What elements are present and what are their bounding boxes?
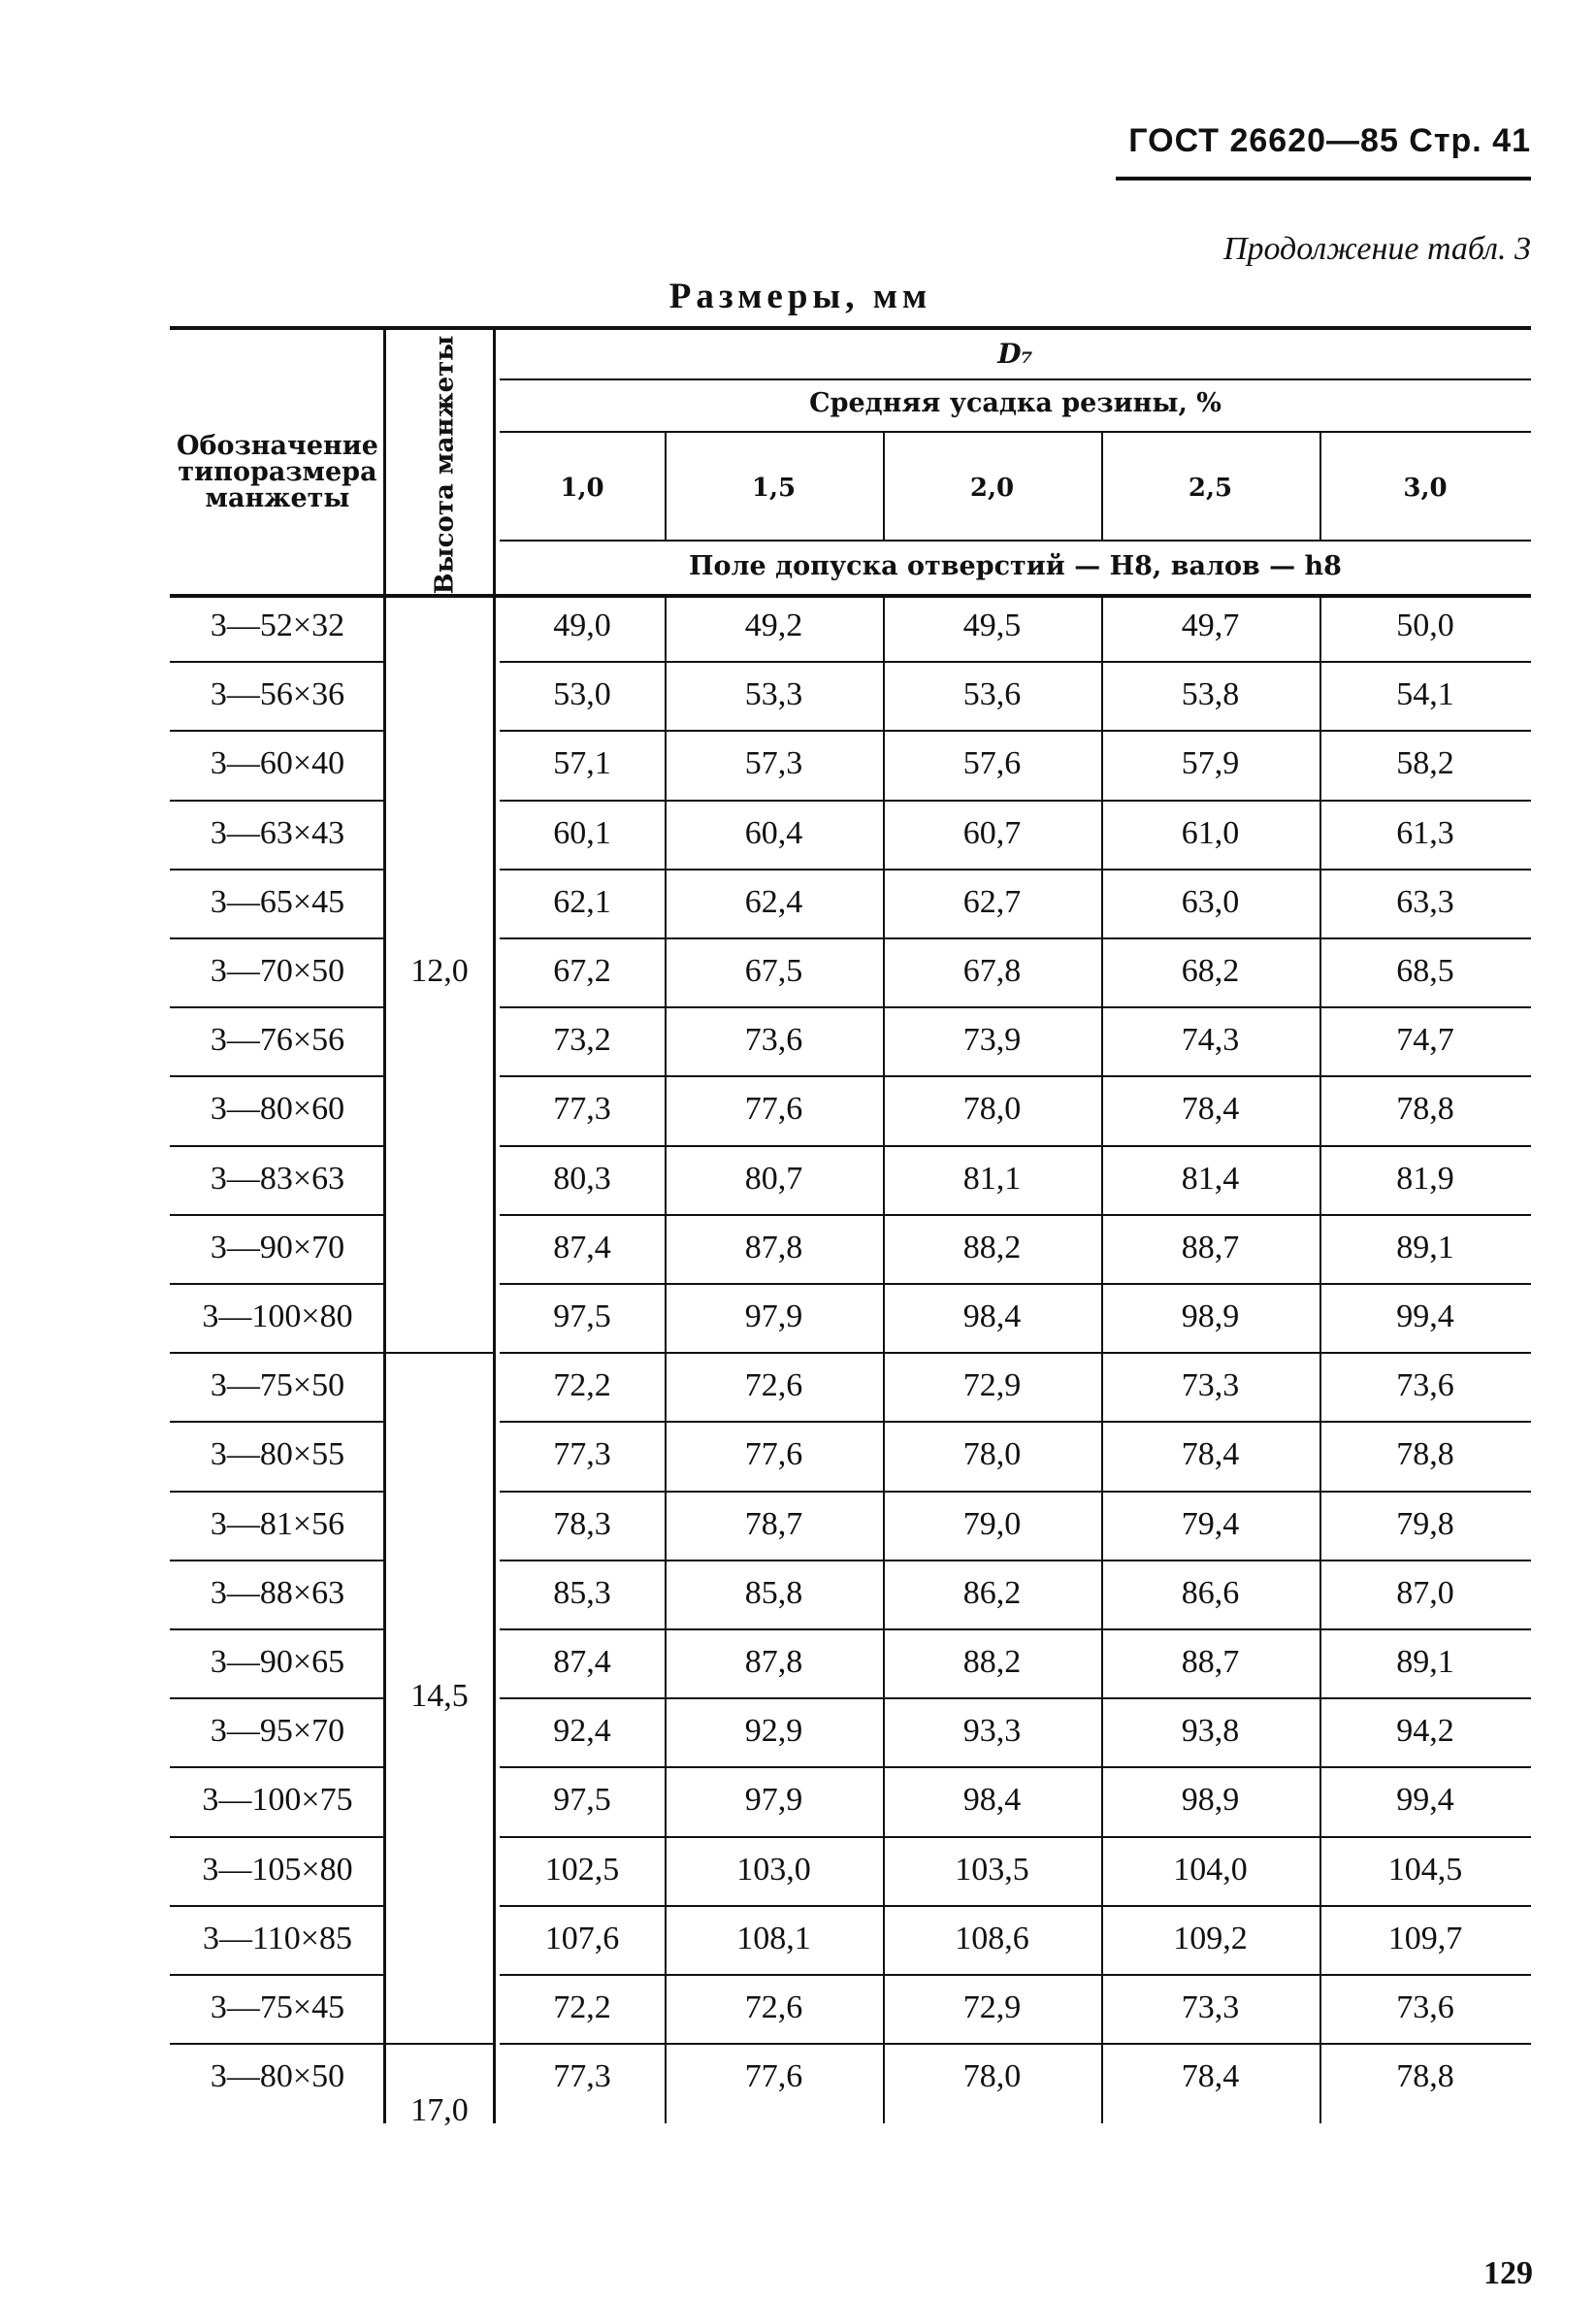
row-designation: 3—110×85: [203, 1920, 352, 1956]
table-cell-value: 88,7: [1181, 1229, 1240, 1265]
row-separator: [170, 661, 383, 663]
table-cell-value: 73,6: [1396, 1989, 1454, 2025]
table-cell-value: 80,3: [553, 1160, 611, 1197]
shrinkage-column-separator: [665, 431, 667, 540]
table-cell-value: 61,3: [1396, 814, 1454, 851]
table-cell-value: 97,5: [553, 1298, 611, 1334]
table-cell-value: 86,6: [1181, 1574, 1240, 1611]
shrinkage-value-header: 1,0: [560, 474, 604, 503]
shrinkage-values-underline: [500, 540, 1531, 542]
table-cell-value: 74,7: [1396, 1022, 1454, 1059]
table-cell-value: 61,0: [1181, 814, 1240, 851]
table-cell-value: 72,6: [744, 1367, 803, 1404]
table-cell-value: 72,6: [744, 1989, 803, 2025]
designation-column-header: Обозначение типоразмера манжеты: [177, 431, 378, 513]
table-cell-value: 103,0: [736, 1851, 811, 1888]
row-separator: [500, 730, 1531, 732]
table-cell-value: 78,8: [1396, 2058, 1454, 2095]
shrinkage-column-separator: [883, 431, 885, 540]
table-cell-value: 73,6: [1396, 1367, 1454, 1404]
standard-header: ГОСТ 26620—85 Стр. 41: [1128, 122, 1531, 159]
row-designation: 3—75×45: [210, 1989, 345, 2025]
table-cell-value: 97,9: [744, 1298, 803, 1334]
continuation-label: Продолжение табл. 3: [1222, 231, 1531, 267]
table-cell-value: 60,4: [744, 814, 803, 851]
table-cell-value: 78,0: [962, 1091, 1022, 1128]
row-designation: 3—81×56: [210, 1505, 345, 1542]
row-designation: 3—90×65: [210, 1644, 345, 1680]
table-cell-value: 77,3: [553, 1091, 611, 1128]
row-separator: [500, 1352, 1531, 1354]
row-designation: 3—80×55: [210, 1436, 345, 1473]
table-cell-value: 57,6: [962, 745, 1022, 782]
tolerance-header: Поле допуска отверстий — Н8, валов — h8: [689, 551, 1342, 581]
table-cell-value: 89,1: [1396, 1229, 1454, 1265]
table-cell-value: 97,9: [744, 1782, 803, 1819]
table-cell-value: 77,6: [744, 1091, 803, 1128]
table-cell-value: 92,9: [744, 1713, 803, 1750]
table-cell-value: 77,3: [553, 1436, 611, 1473]
row-designation: 3—100×80: [202, 1298, 353, 1334]
row-separator: [500, 2043, 1531, 2045]
table-cell-value: 49,7: [1181, 608, 1240, 643]
height-value: 17,0: [410, 2092, 469, 2129]
table-cell-value: 108,6: [955, 1920, 1029, 1956]
row-separator: [500, 1214, 1531, 1216]
row-separator: [170, 1352, 383, 1354]
height-separator: [493, 326, 496, 2123]
table-cell-value: 73,9: [962, 1022, 1022, 1059]
table-cell-value: 77,6: [744, 1436, 803, 1473]
table-cell-value: 73,3: [1181, 1367, 1240, 1404]
table-cell-value: 98,4: [962, 1782, 1022, 1819]
height-group-separator: [383, 2043, 493, 2045]
table-cell-value: 72,9: [962, 1989, 1022, 2025]
table-cell-value: 57,3: [744, 745, 803, 782]
table-cell-value: 77,6: [744, 2058, 803, 2095]
row-separator: [500, 1560, 1531, 1561]
table-cell-value: 57,9: [1181, 745, 1240, 782]
table-cell-value: 93,8: [1181, 1713, 1240, 1750]
table-cell-value: 49,5: [962, 608, 1022, 643]
row-separator: [170, 1283, 383, 1285]
table-cell-value: 63,3: [1396, 883, 1454, 920]
table-cell-value: 79,0: [962, 1505, 1022, 1542]
table-cell-value: 62,1: [553, 883, 611, 920]
table-cell-value: 67,5: [744, 953, 803, 989]
row-separator: [170, 1560, 383, 1561]
row-designation: 3—63×43: [210, 814, 345, 851]
table-cell-value: 78,8: [1396, 1091, 1454, 1128]
table-cell-value: 93,3: [962, 1713, 1022, 1750]
row-designation: 3—56×36: [210, 676, 345, 713]
table-cell-value: 78,3: [553, 1505, 611, 1542]
table-cell-value: 99,4: [1396, 1782, 1454, 1819]
row-designation: 3—88×63: [210, 1574, 345, 1611]
shrinkage-column-separator: [1319, 431, 1321, 540]
table-cell-value: 107,6: [544, 1920, 620, 1956]
row-separator: [170, 1628, 383, 1630]
table-cell-value: 103,5: [955, 1851, 1029, 1888]
table-cell-value: 104,0: [1173, 1851, 1248, 1888]
table-cell-value: 86,2: [962, 1574, 1022, 1611]
shrinkage-value-header: 2,5: [1188, 474, 1233, 503]
row-separator: [500, 1697, 1531, 1699]
table-cell-value: 53,8: [1181, 676, 1240, 713]
row-separator: [500, 800, 1531, 802]
table-cell-value: 87,4: [553, 1229, 611, 1265]
table-cell-value: 85,8: [744, 1574, 803, 1611]
row-separator: [500, 937, 1531, 939]
table-cell-value: 87,8: [744, 1229, 803, 1265]
table-cell-value: 88,2: [962, 1644, 1022, 1680]
table-cell-value: 99,4: [1396, 1298, 1454, 1334]
row-designation: 3—80×50: [210, 2058, 345, 2095]
row-separator: [170, 1421, 383, 1423]
table-cell-value: 53,3: [744, 676, 803, 713]
table-cell-value: 87,0: [1396, 1574, 1454, 1611]
row-designation: 3—76×56: [210, 1022, 345, 1059]
shrinkage-underline: [500, 431, 1531, 433]
row-separator: [500, 869, 1531, 871]
table-cell-value: 81,9: [1396, 1160, 1454, 1197]
row-designation: 3—105×80: [202, 1851, 353, 1888]
row-separator: [170, 937, 383, 939]
table-cell-value: 102,5: [544, 1851, 620, 1888]
table-cell-value: 79,8: [1396, 1505, 1454, 1542]
table-cell-value: 81,4: [1181, 1160, 1240, 1197]
row-separator: [500, 661, 1531, 663]
table-cell-value: 78,0: [962, 2058, 1022, 2095]
row-separator: [170, 1075, 383, 1077]
table-cell-value: 80,7: [744, 1160, 803, 1197]
table-cell-value: 67,8: [962, 953, 1022, 989]
row-separator: [500, 1905, 1531, 1907]
row-designation: 3—65×45: [210, 883, 345, 920]
table-cell-value: 109,7: [1387, 1920, 1463, 1956]
table-cell-value: 49,2: [744, 608, 803, 643]
table-cell-value: 72,2: [553, 1367, 611, 1404]
shrinkage-value-header: 2,0: [969, 474, 1015, 503]
table-cell-value: 54,1: [1396, 676, 1454, 713]
row-separator: [170, 1145, 383, 1147]
row-separator: [500, 1006, 1531, 1008]
table-cell-value: 89,1: [1396, 1644, 1454, 1680]
row-separator: [500, 1766, 1531, 1768]
row-separator: [500, 1145, 1531, 1147]
row-designation: 3—83×63: [210, 1160, 345, 1197]
table-cell-value: 72,2: [553, 1989, 611, 2025]
shrinkage-column-separator: [1101, 431, 1103, 540]
row-separator: [170, 1006, 383, 1008]
table-cell-value: 81,1: [962, 1160, 1022, 1197]
row-separator: [170, 869, 383, 871]
row-separator: [170, 800, 383, 802]
row-separator: [500, 1283, 1531, 1285]
table-cell-value: 53,6: [962, 676, 1022, 713]
table-title: Размеры, мм: [668, 277, 932, 316]
row-designation: 3—75×50: [210, 1367, 345, 1404]
group-header-d7: D₇: [997, 338, 1033, 370]
row-separator: [500, 1974, 1531, 1976]
row-separator: [170, 1836, 383, 1838]
row-separator: [500, 1836, 1531, 1838]
row-designation: 3—70×50: [210, 953, 345, 989]
table-cell-value: 104,5: [1387, 1851, 1463, 1888]
row-separator: [500, 1491, 1531, 1493]
table-cell-value: 50,0: [1396, 608, 1454, 643]
table-cell-value: 78,4: [1181, 1436, 1240, 1473]
row-designation: 3—90×70: [210, 1229, 345, 1265]
table-cell-value: 57,1: [553, 745, 611, 782]
d7-underline: [500, 378, 1531, 380]
height-value: 14,5: [410, 1678, 469, 1715]
table-cell-value: 73,6: [744, 1022, 803, 1059]
table-cell-value: 62,4: [744, 883, 803, 920]
table-cell-value: 87,4: [553, 1644, 611, 1680]
table-cell-value: 72,9: [962, 1367, 1022, 1404]
table-cell-value: 98,9: [1181, 1298, 1240, 1334]
row-separator: [170, 1214, 383, 1216]
table-top-rule: [170, 326, 1531, 330]
table-cell-value: 68,5: [1396, 953, 1454, 989]
table-cell-value: 98,4: [962, 1298, 1022, 1334]
row-designation: 3—52×32: [210, 608, 345, 643]
table-cell-value: 109,2: [1173, 1920, 1248, 1956]
table-cell-value: 87,8: [744, 1644, 803, 1680]
table-cell-value: 73,3: [1181, 1989, 1240, 2025]
row-separator: [500, 1628, 1531, 1630]
row-designation: 3—60×40: [210, 745, 345, 782]
row-separator: [170, 1697, 383, 1699]
table-cell-value: 53,0: [553, 676, 611, 713]
row-separator: [170, 1491, 383, 1493]
table-cell-value: 97,5: [553, 1782, 611, 1819]
table-cell-value: 92,4: [553, 1713, 611, 1750]
table-cell-value: 108,1: [736, 1920, 811, 1956]
table-cell-value: 94,2: [1396, 1713, 1454, 1750]
row-separator: [170, 730, 383, 732]
table-cell-value: 67,2: [553, 953, 611, 989]
shrinkage-value-header: 1,5: [751, 474, 797, 503]
table-cell-value: 85,3: [553, 1574, 611, 1611]
row-separator: [170, 1974, 383, 1976]
row-separator: [170, 2043, 383, 2045]
table-cell-value: 73,2: [553, 1022, 611, 1059]
height-column-header-text: Высота манжеты: [430, 335, 459, 595]
table-cell-value: 74,3: [1181, 1022, 1240, 1059]
table-cell-value: 58,2: [1396, 745, 1454, 782]
table-cell-value: 78,4: [1181, 1091, 1240, 1128]
row-designation: 3—95×70: [210, 1713, 345, 1750]
table-cell-value: 63,0: [1181, 883, 1240, 920]
shrinkage-header: Средняя усадка резины, %: [809, 388, 1221, 418]
row-separator: [500, 1075, 1531, 1077]
table-cell-value: 78,0: [962, 1436, 1022, 1473]
row-designation: 3—80×60: [210, 1091, 345, 1128]
row-designation: 3—100×75: [202, 1782, 353, 1819]
table-cell-value: 78,4: [1181, 2058, 1240, 2095]
shrinkage-value-header: 3,0: [1403, 474, 1448, 503]
table-cell-value: 60,7: [962, 814, 1022, 851]
page-number: 129: [1483, 2255, 1533, 2291]
table-cell-value: 62,7: [962, 883, 1022, 920]
row-separator: [500, 1421, 1531, 1423]
height-value: 12,0: [410, 952, 469, 989]
height-column-header: [396, 335, 493, 595]
header-rule: [1116, 177, 1531, 181]
table-cell-value: 49,0: [553, 608, 611, 643]
table-cell-value: 78,8: [1396, 1436, 1454, 1473]
row-separator: [170, 1905, 383, 1907]
table-cell-value: 77,3: [553, 2058, 611, 2095]
table-cell-value: 88,7: [1181, 1644, 1240, 1680]
table-cell-value: 88,2: [962, 1229, 1022, 1265]
table-cell-value: 78,7: [744, 1505, 803, 1542]
row-separator: [170, 1766, 383, 1768]
table-cell-value: 98,9: [1181, 1782, 1240, 1819]
table-cell-value: 79,4: [1181, 1505, 1240, 1542]
header-bottom-rule: [170, 594, 1531, 598]
height-group-separator: [383, 1352, 493, 1354]
table-cell-value: 68,2: [1181, 953, 1240, 989]
table-cell-value: 60,1: [553, 814, 611, 851]
